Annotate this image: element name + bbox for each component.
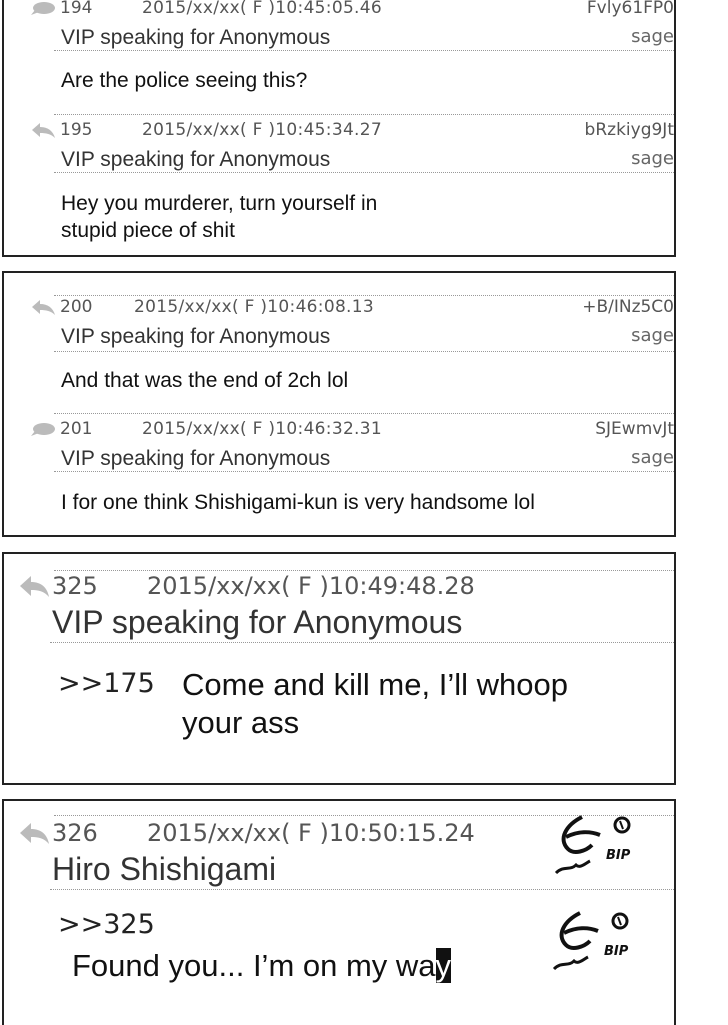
panel-3 (2, 552, 676, 785)
sage-label: sage (631, 447, 674, 468)
bip-sound-effect-icon (552, 809, 642, 879)
post-date: 2015/xx/xx( F )10:49:48.28 (147, 572, 475, 600)
post-header (4, 120, 674, 140)
post-body: Come and kill me, I’ll whoop your ass (182, 667, 568, 740)
sage-label: sage (631, 148, 674, 169)
post-header (4, 297, 674, 317)
poster-name: VIP speaking for Anonymous (61, 26, 331, 49)
post-number[interactable]: 325 (52, 572, 98, 600)
post-header (4, 0, 674, 18)
post-header (4, 419, 674, 439)
divider (54, 172, 674, 173)
divider (50, 642, 674, 643)
panel-2 (2, 271, 676, 537)
sage-label: sage (631, 325, 674, 346)
post-date: 2015/xx/xx( F )10:45:05.46 (142, 0, 382, 18)
post-id: +B/INz5C0 (582, 297, 674, 317)
post-id: bRzkiyg9Jt (584, 120, 674, 140)
speech-bubble-icon (30, 0, 56, 16)
bip-sound-effect-icon (550, 905, 640, 975)
reply-arrow-icon (18, 575, 50, 597)
sage-label: sage (631, 26, 674, 47)
post-body: Are the police seeing this? (61, 69, 308, 92)
post-body: Found you... I’m on my way (72, 948, 452, 983)
poster-name: VIP speaking for Anonymous (61, 447, 331, 470)
divider (54, 413, 674, 414)
poster-name: Hiro Shishigami (52, 851, 277, 887)
post-body: And that was the end of 2ch lol (61, 369, 349, 392)
post-id: Fvly61FP0 (586, 0, 674, 18)
post-number[interactable]: 195 (60, 120, 93, 140)
divider (54, 351, 674, 352)
poster-name: VIP speaking for Anonymous (61, 148, 331, 171)
divider (54, 50, 674, 51)
speech-bubble-icon (30, 421, 56, 437)
reply-arrow-icon (18, 822, 50, 844)
reply-arrow-icon (30, 299, 56, 315)
divider (54, 114, 674, 115)
panel-4 (2, 799, 676, 1025)
panel-1 (2, 0, 676, 257)
svg-text:BIP: BIP (606, 848, 631, 863)
reply-anchor-link[interactable]: >>325 (58, 909, 155, 940)
divider (54, 471, 674, 472)
post-number[interactable]: 200 (60, 297, 93, 317)
poster-name: VIP speaking for Anonymous (61, 325, 331, 348)
post-number[interactable]: 201 (60, 419, 93, 439)
post-body: I for one think Shishigami-kun is very handsome lol (61, 491, 535, 514)
post-number[interactable]: 326 (52, 819, 98, 847)
post-body: Hey you murderer, turn yourself in stupid piece of shit (61, 192, 378, 242)
divider (50, 889, 674, 890)
post-id: SJEwmvJt (595, 419, 674, 439)
post-date: 2015/xx/xx( F )10:45:34.27 (142, 120, 382, 140)
post-date: 2015/xx/xx( F )10:46:32.31 (142, 419, 382, 439)
reply-arrow-icon (30, 122, 56, 138)
divider (54, 295, 674, 296)
svg-text:BIP: BIP (604, 944, 629, 959)
post-header (4, 572, 674, 602)
divider (54, 570, 674, 571)
post-date: 2015/xx/xx( F )10:50:15.24 (147, 819, 475, 847)
post-date: 2015/xx/xx( F )10:46:08.13 (134, 297, 374, 317)
reply-anchor-link[interactable]: >>175 (58, 668, 155, 699)
text-cursor: y (435, 948, 452, 983)
post-number[interactable]: 194 (60, 0, 93, 18)
poster-name: VIP speaking for Anonymous (52, 604, 463, 640)
